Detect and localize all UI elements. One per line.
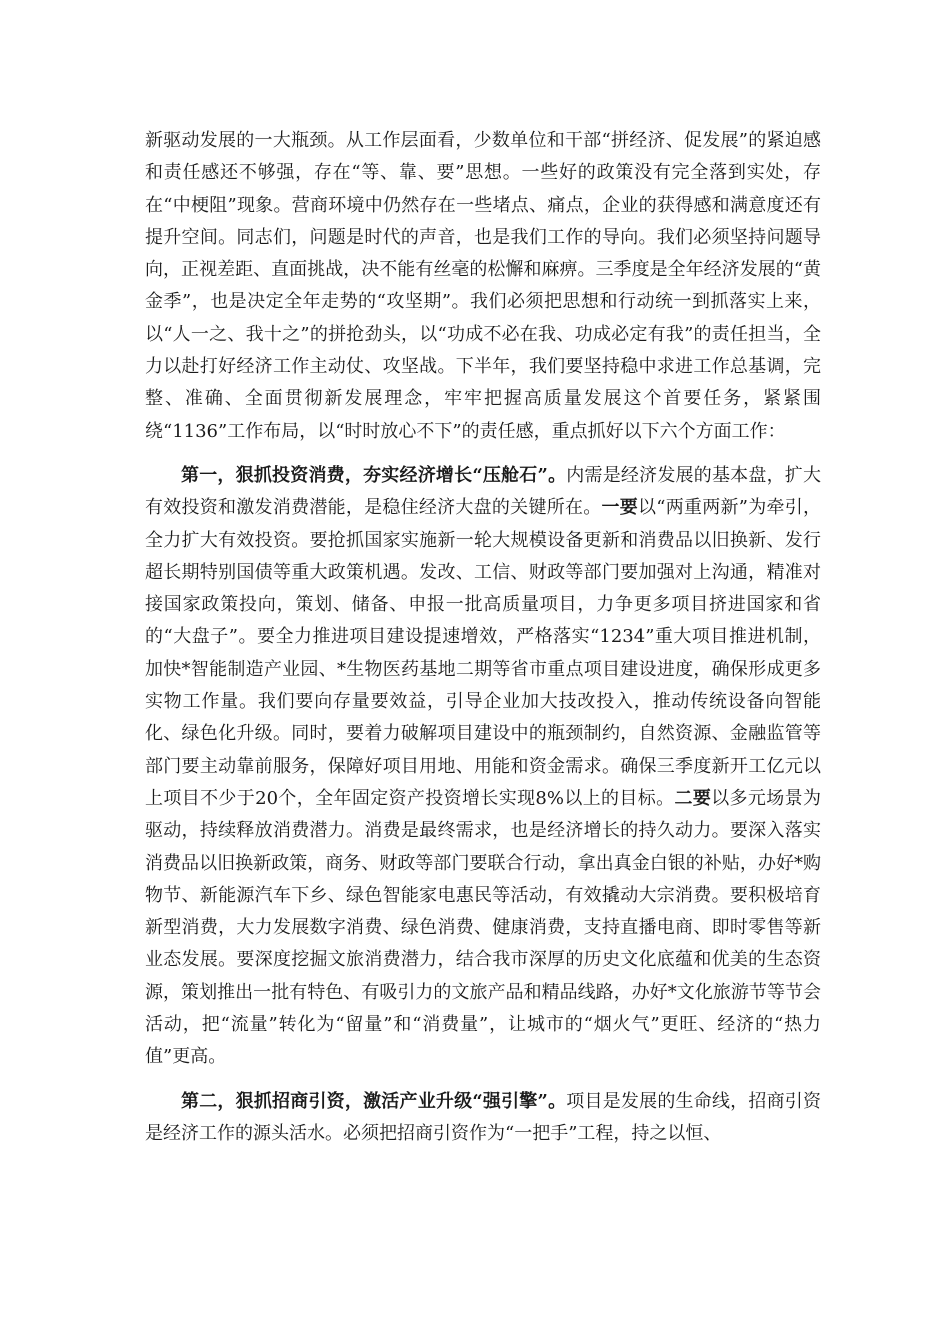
paragraph-second-point bbox=[145, 1086, 821, 1151]
paragraph-text: 以“两重两新”为牵引，全力扩大有效投资。要抢抓国家实施新一轮大规模设备更新和消费品以旧换新、发行超长期特别国债等重大政策机遇。发改、工信、财政等部门要加强对上沟通，精准对接国家政策投向，策划、储备、申报一批高质量项目，力争更多项目挤进国家和省的“大盘子”。要全力推进项目建设提速增效，严格落实“1234”重大项目推进机制，加快*智能制造产业园、*生物医药基地二期等省市重点项目建设进度，确保形成更多实物工作量。我们要向存量要效益，引导企业加大技改投入，推动传统设备向智能化、绿色化升级。同时，要着力破解项目建设中的瓶颈制约，自然资源、金融监管等部门要主动靠前服务，保障好项目用地、用能和资金需求。确保三季度新开工亿元以上项目不少于20个，全年固定资产投资增长实现8%以上的目标。 bbox=[145, 497, 822, 809]
lead-marker-one: 一要 bbox=[601, 497, 639, 519]
paragraph-intro: 新驱动发展的一大瓶颈。从工作层面看，少数单位和干部“拼经济、促发展”的紧迫感和责任感还不够强，存在“等、靠、要”思想。一些好的政策没有完全落到实处，存在“中梗阻”现象。营商环境中仍然存在一些堵点、痛点，企业的获得感和满意度还有提升空间。同志们，问题是时代的声音，也是我们工作的导向。我们必须坚持问题导向，正视差距、直面挑战，决不能有丝毫的松懈和麻痹。三季度是全年经济发展的“黄金季”，也是决定全年走势的“攻坚期”。我们必须把思想和行动统一到抓落实上来，以“人一之、我十之”的拼抢劲头，以“功成不必在我、功成必定有我”的责任担当，全力以赴打好经济工作主动仗、攻坚战。下半年，我们要坚持稳中求进工作总基调，完整、准确、全面贯彻新发展理念，牢牢把握高质量发展这个首要任务，紧紧围绕“1136”工作布局，以“时时放心不下”的责任感，重点抓好以下六个方面工作： bbox=[145, 130, 821, 442]
paragraph-text: 内需是经济发展的基本盘，扩大有效投资和激发消费潜能，是稳住经济大盘的关键所在。 bbox=[145, 464, 822, 519]
lead-marker-two: 二要 bbox=[674, 787, 712, 809]
paragraph-text: 以多元场景为驱动，持续释放消费潜力。消费是最终需求，也是经济增长的持久动力。要深入落实消费品以旧换新政策，商务、财政等部门要联合行动，拿出真金白银的补贴，办好*购物节、新能源汽车下乡、绿色智能家电惠民等活动，有效撬动大宗消费。要积极培育新型消费，大力发展数字消费、绿色消费、健康消费，支持直播电商、即时零售等新业态发展。要深度挖掘文旅消费潜力，结合我市深厚的历史文化底蕴和优美的生态资源，策划推出一批有特色、有吸引力的文旅产品和精品线路，办好*文化旅游节等节会活动，把“流量”转化为“留量”和“消费量”，让城市的“烟火气”更旺、经济的“热力值”更高。 bbox=[145, 787, 821, 1068]
document-body bbox=[145, 125, 821, 1150]
paragraph-first-point bbox=[145, 460, 821, 1074]
section-heading-second: 第二，狠抓招商引资，激活产业升级“强引擎”。 bbox=[181, 1090, 567, 1112]
paragraph-text: 项目是发展的生命线，招商引资是经济工作的源头活水。必须把招商引资作为“一把手”工程，持之以恒、 bbox=[145, 1090, 822, 1144]
section-heading-first: 第一，狠抓投资消费，夯实经济增长“压舱石”。 bbox=[181, 464, 567, 486]
